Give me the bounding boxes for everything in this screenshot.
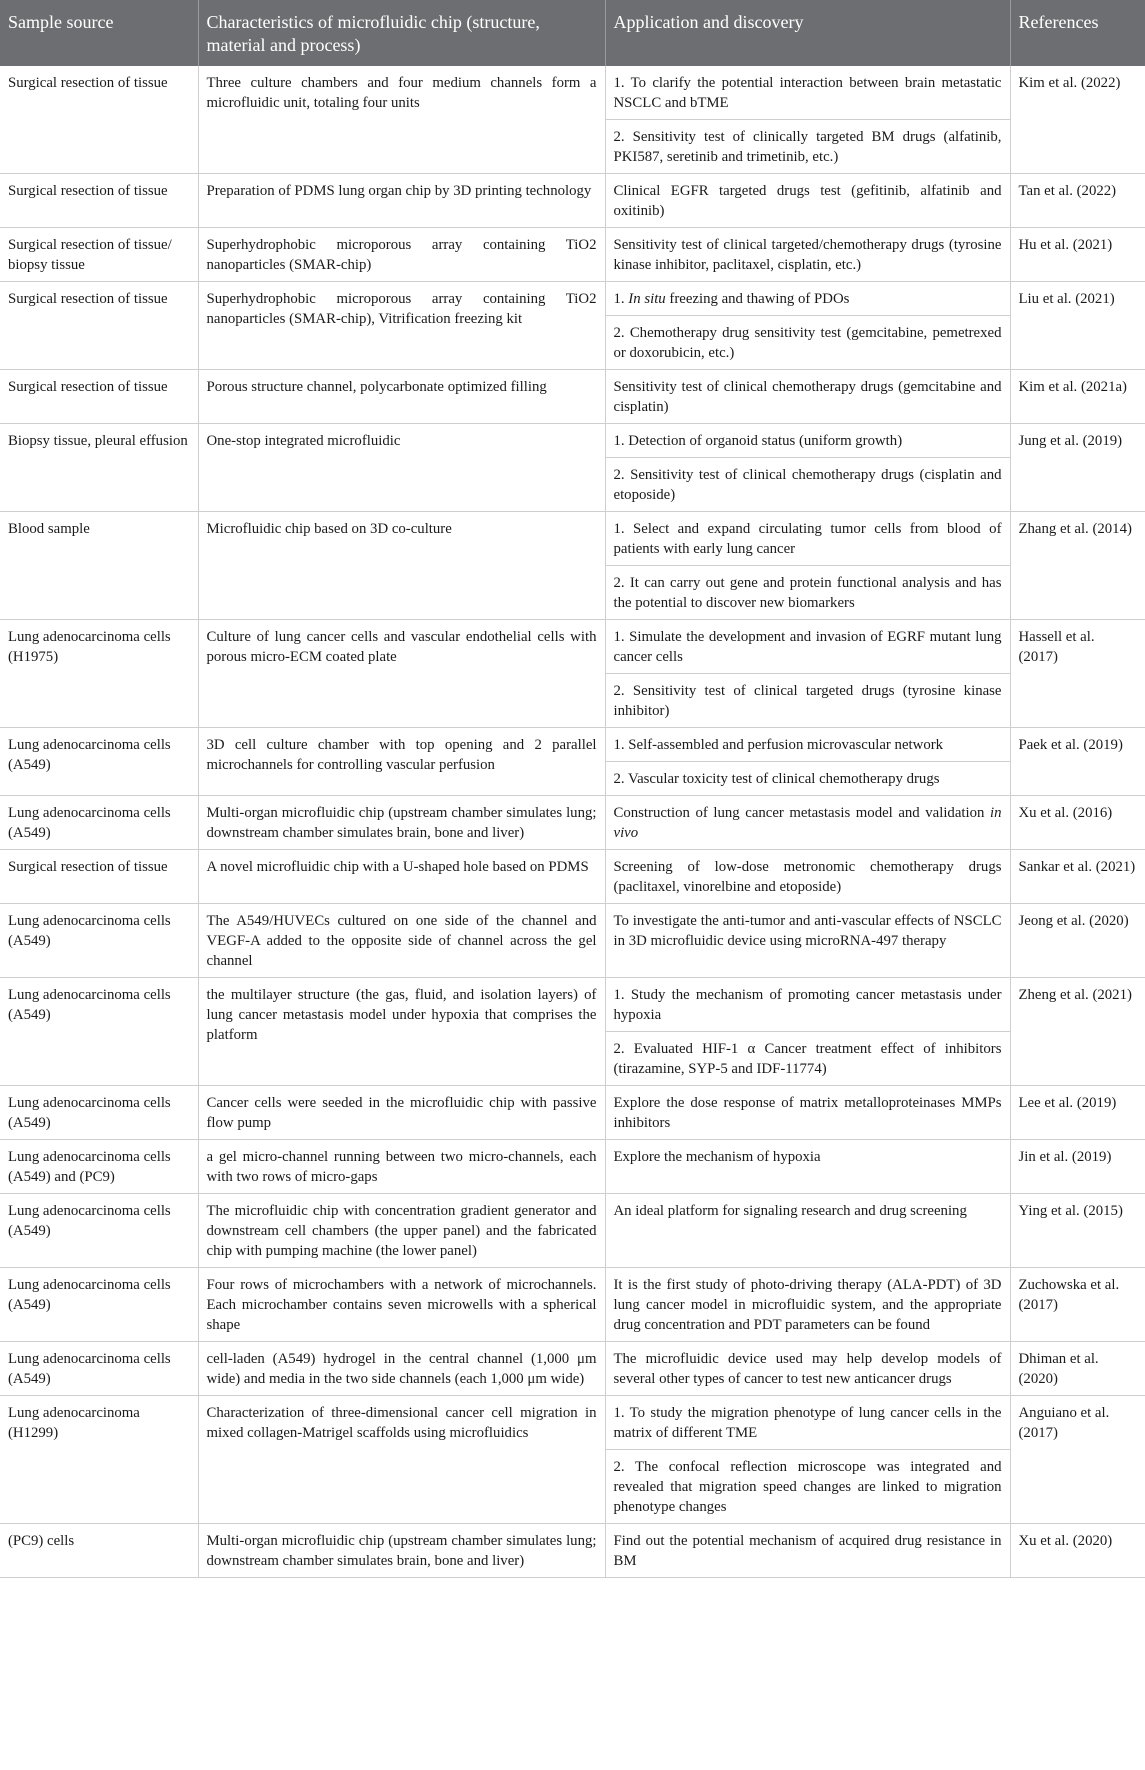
cell-application xyxy=(605,1342,1010,1396)
cell-application xyxy=(605,850,1010,904)
application-item: Construction of lung cancer metastasis model and validation in vivo xyxy=(613,805,1002,841)
cell-sample-source: Lung adenocarcinoma cells (A549) xyxy=(0,1086,198,1140)
cell-sample-source: Surgical resection of tissue xyxy=(0,282,198,370)
cell-reference: Lee et al. (2019) xyxy=(1010,1086,1145,1140)
cell-sample-source: (PC9) cells xyxy=(0,1524,198,1578)
cell-reference: Hassell et al. (2017) xyxy=(1010,620,1145,728)
application-item: Sensitivity test of clinical targeted/chemotherapy drugs (tyrosine kinase inhibitor, paclitaxel, cisplatin, etc.) xyxy=(613,237,1002,273)
cell-characteristics: Characterization of three-dimensional cancer cell migration in mixed collagen-Matrigel scaffolds using microfluidics xyxy=(198,1396,605,1524)
application-item: 1. Self-assembled and perfusion microvascular network xyxy=(606,728,1010,762)
table-row xyxy=(0,620,1145,728)
cell-sample-source: Biopsy tissue, pleural effusion xyxy=(0,424,198,512)
application-item: Screening of low-dose metronomic chemotherapy drugs (paclitaxel, vinorelbine and etoposide) xyxy=(613,859,1002,895)
cell-characteristics: Three culture chambers and four medium channels form a microfluidic unit, totaling four units xyxy=(198,66,605,174)
cell-characteristics: One-stop integrated microfluidic xyxy=(198,424,605,512)
table-row xyxy=(0,1396,1145,1524)
application-item: 2. Sensitivity test of clinical chemotherapy drugs (cisplatin and etoposide) xyxy=(613,467,1002,503)
cell-sample-source: Lung adenocarcinoma cells (A549) xyxy=(0,1268,198,1342)
application-item: 1. Simulate the development and invasion of EGRF mutant lung cancer cells xyxy=(606,620,1010,674)
cell-application xyxy=(605,66,1010,174)
cell-application xyxy=(605,512,1010,620)
table-header-row xyxy=(0,0,1145,66)
table-row xyxy=(0,978,1145,1086)
cell-sample-source: Lung adenocarcinoma cells (A549) and (PC9) xyxy=(0,1140,198,1194)
cell-sample-source: Surgical resection of tissue xyxy=(0,66,198,174)
application-item: Find out the potential mechanism of acquired drug resistance in BM xyxy=(613,1533,1002,1569)
cell-reference: Paek et al. (2019) xyxy=(1010,728,1145,796)
application-item: 1. To study the migration phenotype of lung cancer cells in the matrix of different TME xyxy=(606,1396,1010,1450)
cell-sample-source: Lung adenocarcinoma cells (A549) xyxy=(0,796,198,850)
table-row xyxy=(0,1194,1145,1268)
cell-reference: Ying et al. (2015) xyxy=(1010,1194,1145,1268)
table-row xyxy=(0,728,1145,796)
table-row xyxy=(0,282,1145,370)
cell-sample-source: Surgical resection of tissue/ biopsy tissue xyxy=(0,228,198,282)
table-row xyxy=(0,174,1145,228)
cell-reference: Jin et al. (2019) xyxy=(1010,1140,1145,1194)
cell-sample-source: Lung adenocarcinoma cells (A549) xyxy=(0,1194,198,1268)
cell-characteristics: Preparation of PDMS lung organ chip by 3D printing technology xyxy=(198,174,605,228)
table-row xyxy=(0,228,1145,282)
application-item: 2. It can carry out gene and protein functional analysis and has the potential to discover new biomarkers xyxy=(613,575,1002,611)
application-item: 2. Evaluated HIF-1 α Cancer treatment effect of inhibitors (tirazamine, SYP-5 and IDF-11774) xyxy=(613,1041,1002,1077)
cell-sample-source: Lung adenocarcinoma cells (A549) xyxy=(0,978,198,1086)
cell-characteristics: Superhydrophobic microporous array containing TiO2 nanoparticles (SMAR-chip), Vitrification freezing kit xyxy=(198,282,605,370)
cell-characteristics: a gel micro-channel running between two micro-channels, each with two rows of micro-gaps xyxy=(198,1140,605,1194)
table-row xyxy=(0,1086,1145,1140)
header-characteristics: Characteristics of microfluidic chip (structure, material and process) xyxy=(198,0,605,66)
header-sample-source: Sample source xyxy=(0,0,198,66)
table-row xyxy=(0,904,1145,978)
application-item: Clinical EGFR targeted drugs test (gefitinib, alfatinib and oxitinib) xyxy=(613,183,1002,219)
cell-characteristics: The microfluidic chip with concentration gradient generator and downstream cell chambers (the upper panel) and the fabricated chip with pumping machine (the lower panel) xyxy=(198,1194,605,1268)
cell-application xyxy=(605,1086,1010,1140)
cell-reference: Zhang et al. (2014) xyxy=(1010,512,1145,620)
cell-characteristics: Four rows of microchambers with a network of microchannels. Each microchamber contains seven microwells with a spherical shape xyxy=(198,1268,605,1342)
application-item: 2. The confocal reflection microscope was integrated and revealed that migration speed changes are linked to migration phenotype changes xyxy=(613,1459,1002,1515)
cell-application xyxy=(605,174,1010,228)
cell-reference: Xu et al. (2020) xyxy=(1010,1524,1145,1578)
application-item: Explore the mechanism of hypoxia xyxy=(613,1149,821,1165)
application-item: Sensitivity test of clinical chemotherapy drugs (gemcitabine and cisplatin) xyxy=(613,379,1002,415)
application-item: 1. Detection of organoid status (uniform growth) xyxy=(606,424,1010,458)
table-row xyxy=(0,370,1145,424)
cell-application xyxy=(605,1268,1010,1342)
cell-characteristics: Cancer cells were seeded in the microfluidic chip with passive flow pump xyxy=(198,1086,605,1140)
application-item: An ideal platform for signaling research and drug screening xyxy=(613,1203,967,1219)
cell-application xyxy=(605,370,1010,424)
cell-application xyxy=(605,904,1010,978)
cell-sample-source: Lung adenocarcinoma cells (A549) xyxy=(0,728,198,796)
table-row xyxy=(0,424,1145,512)
cell-application xyxy=(605,282,1010,370)
cell-application xyxy=(605,1524,1010,1578)
cell-characteristics: Multi-organ microfluidic chip (upstream chamber simulates lung; downstream chamber simulates brain, bone and liver) xyxy=(198,796,605,850)
table-row xyxy=(0,66,1145,174)
application-item: 2. Chemotherapy drug sensitivity test (gemcitabine, pemetrexed or doxorubicin, etc.) xyxy=(613,325,1002,361)
cell-reference: Zheng et al. (2021) xyxy=(1010,978,1145,1086)
table-row xyxy=(0,796,1145,850)
cell-sample-source: Lung adenocarcinoma cells (H1975) xyxy=(0,620,198,728)
cell-application xyxy=(605,1396,1010,1524)
application-item: It is the first study of photo-driving therapy (ALA-PDT) of 3D lung cancer model in microfluidic system, and the appropriate drug concentration and PDT parameters can be found xyxy=(613,1277,1002,1333)
cell-sample-source: Surgical resection of tissue xyxy=(0,174,198,228)
cell-characteristics: The A549/HUVECs cultured on one side of the channel and VEGF-A added to the opposite side of channel across the gel channel xyxy=(198,904,605,978)
cell-application xyxy=(605,228,1010,282)
cell-characteristics: cell-laden (A549) hydrogel in the central channel (1,000 μm wide) and media in the two side channels (each 1,000 μm wide) xyxy=(198,1342,605,1396)
header-references: References xyxy=(1010,0,1145,66)
cell-sample-source: Blood sample xyxy=(0,512,198,620)
cell-characteristics: Porous structure channel, polycarbonate optimized filling xyxy=(198,370,605,424)
cell-reference: Liu et al. (2021) xyxy=(1010,282,1145,370)
cell-characteristics: Microfluidic chip based on 3D co-culture xyxy=(198,512,605,620)
application-item: 2. Sensitivity test of clinical targeted drugs (tyrosine kinase inhibitor) xyxy=(613,683,1002,719)
cell-reference: Sankar et al. (2021) xyxy=(1010,850,1145,904)
cell-application xyxy=(605,978,1010,1086)
cell-characteristics: Multi-organ microfluidic chip (upstream chamber simulates lung; downstream chamber simulates brain, bone and liver) xyxy=(198,1524,605,1578)
cell-reference: Dhiman et al. (2020) xyxy=(1010,1342,1145,1396)
table-row xyxy=(0,1342,1145,1396)
cell-application xyxy=(605,620,1010,728)
cell-reference: Zuchowska et al. (2017) xyxy=(1010,1268,1145,1342)
cell-sample-source: Surgical resection of tissue xyxy=(0,850,198,904)
cell-application xyxy=(605,1140,1010,1194)
cell-reference: Hu et al. (2021) xyxy=(1010,228,1145,282)
application-item: 1. In situ freezing and thawing of PDOs xyxy=(606,282,1010,316)
cell-reference: Xu et al. (2016) xyxy=(1010,796,1145,850)
table-row xyxy=(0,512,1145,620)
application-item: 1. Select and expand circulating tumor cells from blood of patients with early lung cancer xyxy=(606,512,1010,566)
cell-sample-source: Lung adenocarcinoma cells (A549) xyxy=(0,1342,198,1396)
application-item: 1. Study the mechanism of promoting cancer metastasis under hypoxia xyxy=(606,978,1010,1032)
cell-application xyxy=(605,1194,1010,1268)
cell-characteristics: Culture of lung cancer cells and vascular endothelial cells with porous micro-ECM coated plate xyxy=(198,620,605,728)
cell-characteristics: 3D cell culture chamber with top opening and 2 parallel microchannels for controlling vascular perfusion xyxy=(198,728,605,796)
cell-sample-source: Surgical resection of tissue xyxy=(0,370,198,424)
table-row xyxy=(0,1524,1145,1578)
header-application: Application and discovery xyxy=(605,0,1010,66)
table-row xyxy=(0,850,1145,904)
application-item: 1. To clarify the potential interaction between brain metastatic NSCLC and bTME xyxy=(606,66,1010,120)
cell-reference: Jeong et al. (2020) xyxy=(1010,904,1145,978)
cell-reference: Kim et al. (2022) xyxy=(1010,66,1145,174)
cell-reference: Kim et al. (2021a) xyxy=(1010,370,1145,424)
cell-characteristics: the multilayer structure (the gas, fluid, and isolation layers) of lung cancer metastasis model under hypoxia that comprises the platform xyxy=(198,978,605,1086)
cell-application xyxy=(605,424,1010,512)
table-row xyxy=(0,1140,1145,1194)
cell-reference: Anguiano et al. (2017) xyxy=(1010,1396,1145,1524)
cell-reference: Jung et al. (2019) xyxy=(1010,424,1145,512)
application-item: 2. Vascular toxicity test of clinical chemotherapy drugs xyxy=(613,771,940,787)
application-item: The microfluidic device used may help develop models of several other types of cancer to test new anticancer drugs xyxy=(613,1351,1002,1387)
cell-characteristics: A novel microfluidic chip with a U-shaped hole based on PDMS xyxy=(198,850,605,904)
table-row xyxy=(0,1268,1145,1342)
cell-application xyxy=(605,796,1010,850)
cell-sample-source: Lung adenocarcinoma (H1299) xyxy=(0,1396,198,1524)
cell-characteristics: Superhydrophobic microporous array containing TiO2 nanoparticles (SMAR-chip) xyxy=(198,228,605,282)
application-item: Explore the dose response of matrix metalloproteinases MMPs inhibitors xyxy=(613,1095,1002,1131)
cell-sample-source: Lung adenocarcinoma cells (A549) xyxy=(0,904,198,978)
application-item: To investigate the anti-tumor and anti-vascular effects of NSCLC in 3D microfluidic device using microRNA-497 therapy xyxy=(613,913,1002,949)
cell-application xyxy=(605,728,1010,796)
application-item: 2. Sensitivity test of clinically targeted BM drugs (alfatinib, PKI587, seretinib and trimetinib, etc.) xyxy=(613,129,1002,165)
cell-reference: Tan et al. (2022) xyxy=(1010,174,1145,228)
